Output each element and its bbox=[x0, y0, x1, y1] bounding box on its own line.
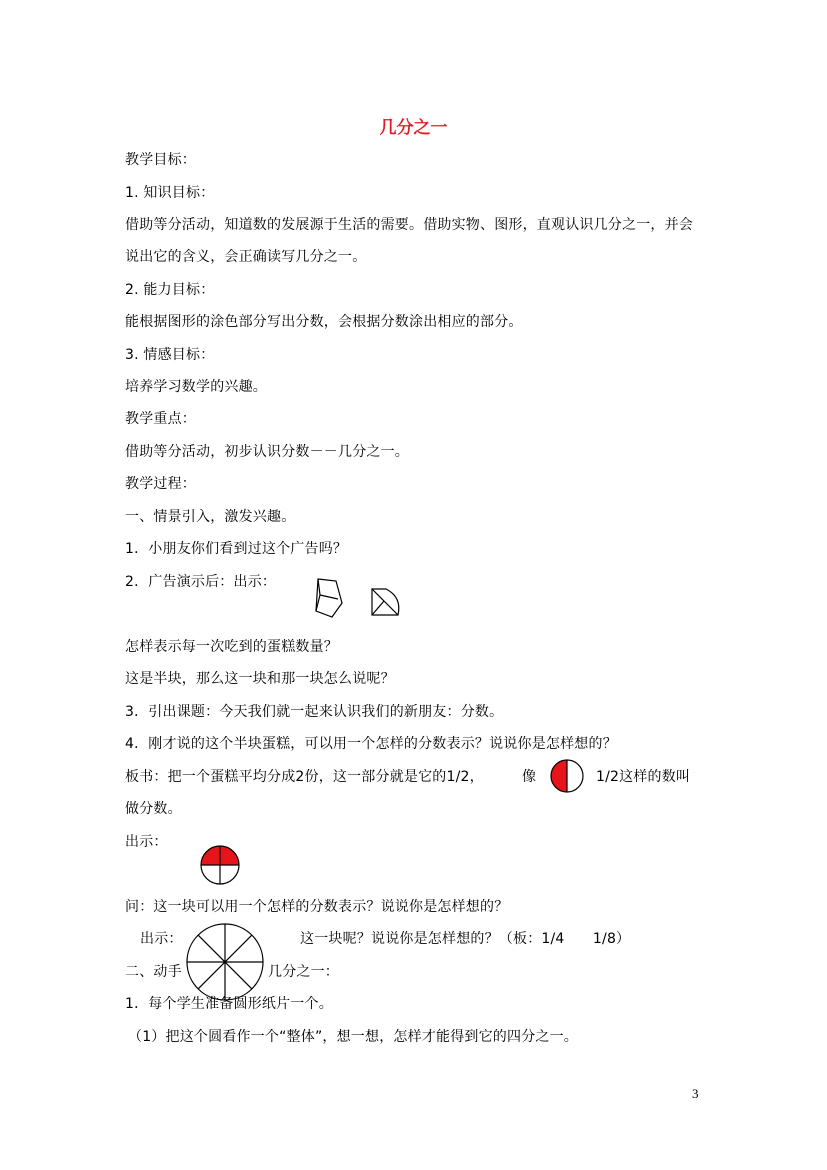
text-line: 1．每个学生准备圆形纸片一个。 bbox=[125, 996, 333, 1012]
text-line: 板书：把一个蛋糕平均分成2份，这一部分就是它的1/2， bbox=[125, 769, 484, 785]
text-line: 培养学习数学的兴趣。 bbox=[125, 379, 267, 395]
text-fragment: 出示： bbox=[140, 931, 183, 947]
text-line: 一、情景引入，激发兴趣。 bbox=[125, 509, 296, 525]
text-line: 说出它的含义，会正确读写几分之一。 bbox=[125, 249, 367, 265]
text-line: 做分数。 bbox=[125, 801, 182, 817]
text-line: （1）把这个圆看作一个“整体”，想一想，怎样才能得到它的四分之一。 bbox=[128, 1029, 579, 1045]
page-title: 几分之一 bbox=[379, 118, 448, 138]
text-fragment: 几分之一： bbox=[268, 964, 339, 980]
text-line: 1. 知识目标： bbox=[125, 185, 215, 201]
half-circle-figure bbox=[550, 759, 584, 793]
page-number: 3 bbox=[692, 1086, 699, 1101]
text-line: 1．小朋友你们看到过这个广告吗？ bbox=[125, 541, 348, 557]
text-line: 2．广告演示后：出示： bbox=[125, 574, 277, 590]
text-line: 教学目标： bbox=[125, 152, 196, 168]
text-line: 出示： bbox=[125, 834, 168, 850]
quarter-circle-figure bbox=[200, 845, 240, 885]
text-line: 教学过程： bbox=[125, 476, 196, 492]
text-line: 这是半块，那么这一块和那一块怎么说呢？ bbox=[125, 671, 395, 687]
text-line: 借助等分活动，知道数的发展源于生活的需要。借助实物、图形，直观认识几分之一，并会 bbox=[125, 217, 693, 233]
text-fragment: 像 bbox=[522, 769, 537, 785]
text-line: 问：这一块可以用一个怎样的分数表示？说说你是怎样想的？ bbox=[125, 899, 509, 915]
text-line: 3. 情感目标： bbox=[125, 347, 215, 363]
text-line: 怎样表示每一次吃到的蛋糕数量？ bbox=[125, 639, 338, 655]
text-fragment: 这一块呢？说说你是怎样想的？（板：1/4 1/8） bbox=[300, 931, 631, 947]
eighth-circle-figure bbox=[185, 922, 265, 1002]
text-line: 二、动手 bbox=[125, 964, 182, 980]
text-line: 教学重点： bbox=[125, 411, 196, 427]
text-line: 3．引出课题：今天我们就一起来认识我们的新朋友：分数。 bbox=[125, 704, 504, 720]
text-line: 能根据图形的涂色部分写出分数，会根据分数涂出相应的部分。 bbox=[125, 314, 523, 330]
text-fragment: 1/2这样的数叫 bbox=[596, 769, 691, 785]
text-line: 借助等分活动，初步认识分数－－几分之一。 bbox=[125, 444, 409, 460]
cake-slices-figure bbox=[310, 575, 405, 625]
text-line: 4．刚才说的这个半块蛋糕，可以用一个怎样的分数表示？说说你是怎样想的？ bbox=[125, 736, 617, 752]
text-line: 2. 能力目标： bbox=[125, 282, 215, 298]
